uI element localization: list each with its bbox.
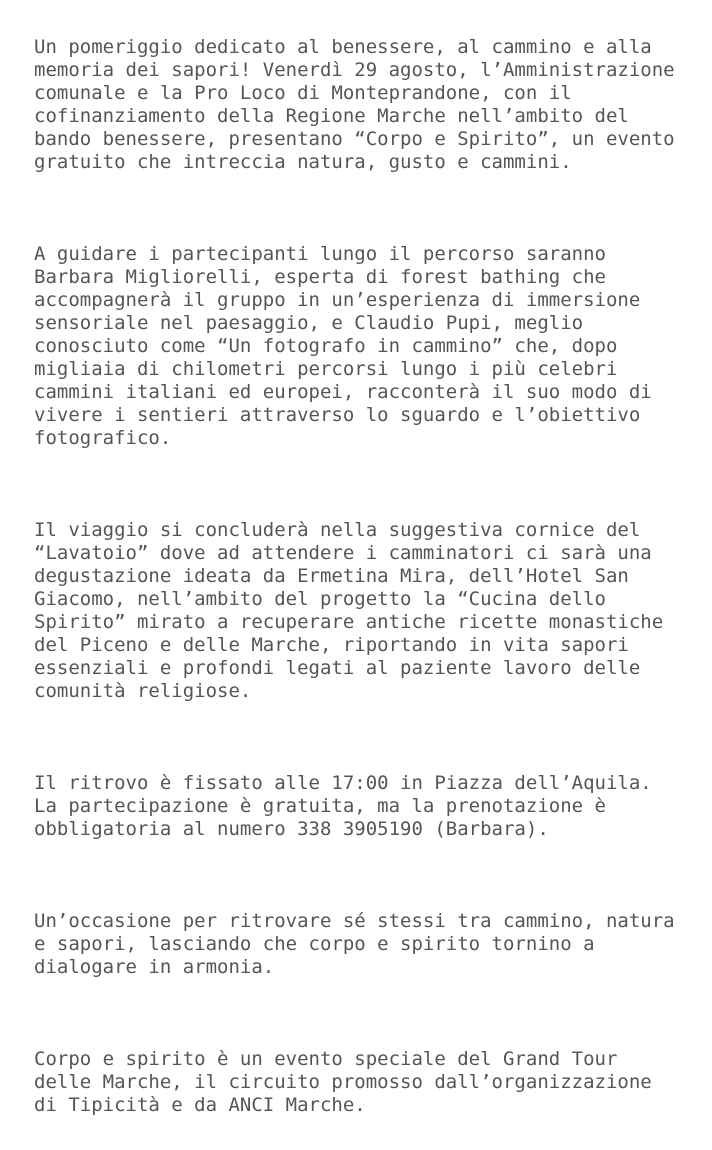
- paragraph-guides: A guidare i partecipanti lungo il percorso saranno Barbara Migliorelli, esperta di forest bathing che accompagnerà il gruppo in un’esperienza di immersione sensoriale nel paesaggio, e Claudio Pupi, meglio conosciuto come “Un fotografo in cammino” che, dopo migliaia di chilometri percorsi lungo i più celebri cammini italiani ed europei, racconterà il suo modo di vivere i sentieri attraverso lo sguardo e l’obiettivo fotografico.: [34, 243, 652, 449]
- paragraph-event-intro: Un pomeriggio dedicato al benessere, al cammino e alla memoria dei sapori! Venerdì 29 agosto, l’Amministrazione comunale e la Pro Loco di Monteprandone, con il cofinanziamento della Regione Marche nell’ambito del bando benessere, presentano “Corpo e Spirito”, un evento gratuito che intreccia natura, gusto e cammini.: [34, 36, 675, 173]
- paragraph-grand-tour: Corpo e spirito è un evento speciale del Grand Tour delle Marche, il circuito promosso dall’organizzazione di Tipicità e da ANCI Marche.: [34, 1048, 652, 1116]
- paragraph-meeting-info: Il ritrovo è fissato alle 17:00 in Piazza dell’Aquila. La partecipazione è gratuita, ma la prenotazione è obbligatoria al numero 338 3905190 (Barbara).: [34, 772, 652, 840]
- article-body: [34, 36, 704, 1117]
- paragraph-tasting: Il viaggio si concluderà nella suggestiva cornice del “Lavatoio” dove ad attendere i camminatori ci sarà una degustazione ideata da Ermetina Mira, dell’Hotel San Giacomo, nell’ambito del progetto la “Cucina dello Spirito” mirato a recuperare antiche ricette monastiche del Piceno e delle Marche, riportando in vita sapori essenziali e profondi legati al paziente lavoro delle comunità religiose.: [34, 519, 664, 702]
- paragraph-occasion: Un’occasione per ritrovare sé stessi tra cammino, natura e sapori, lasciando che corpo e spirito tornino a dialogare in armonia.: [34, 910, 675, 978]
